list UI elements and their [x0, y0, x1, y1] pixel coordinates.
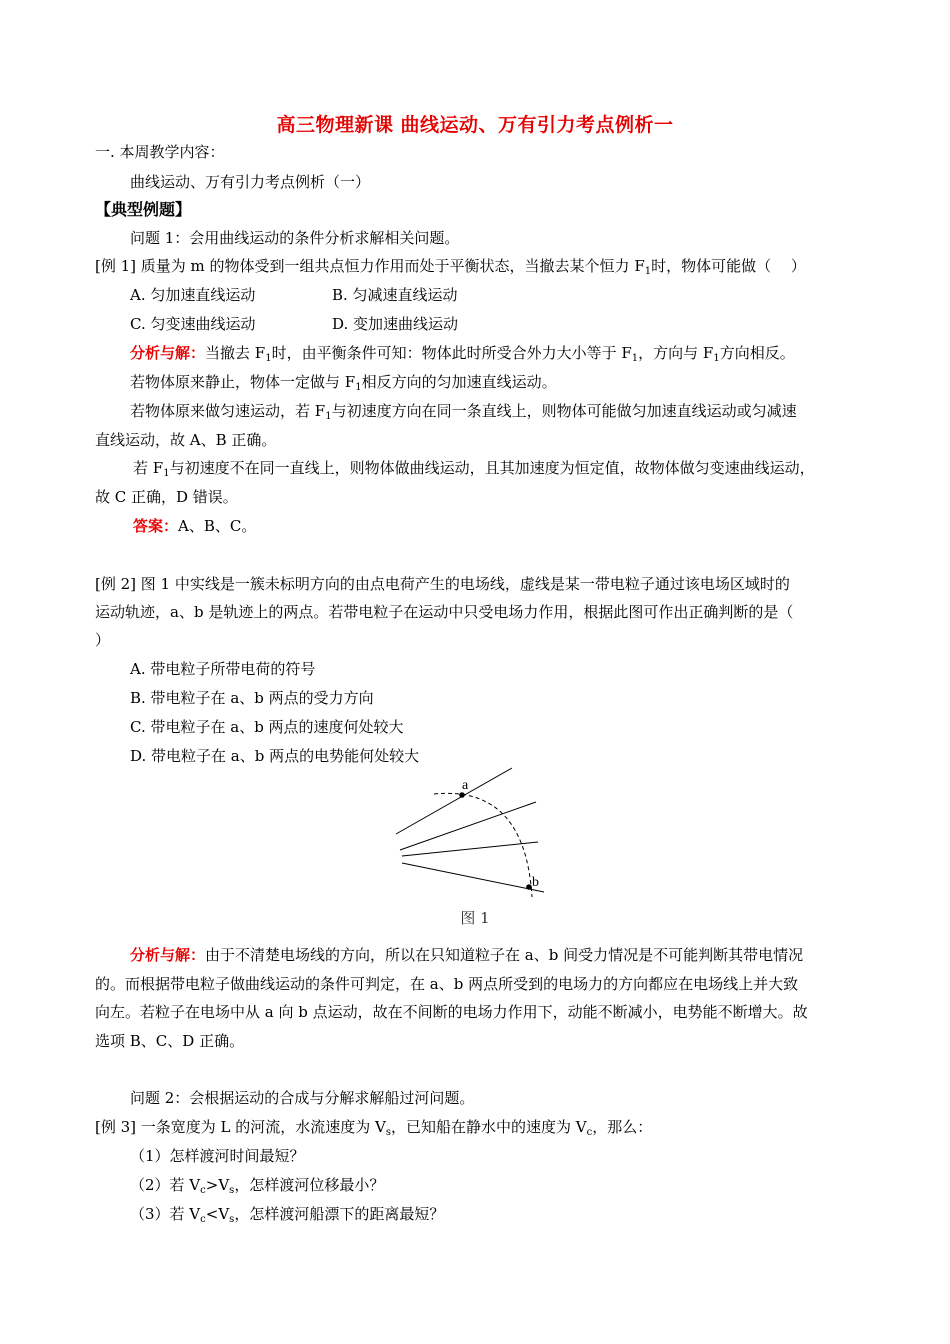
- subscript: 1: [631, 353, 639, 364]
- stem-text: [例 1] 质量为 m 的物体受到一组共点恒力作用而处于平衡状态，当撤去某个恒力 F: [95, 257, 645, 275]
- page-title: 高三物理新课 曲线运动、万有引力考点例析一: [276, 114, 674, 136]
- stem-text: ，已知船在静水中的速度为 V: [391, 1118, 587, 1136]
- subscript: 1: [163, 468, 170, 479]
- field-line-4: [402, 863, 544, 892]
- analysis-2-line-2: 的。而根据带电粒子做曲线运动的条件可判定，在 a、b 两点所受到的电场力的方向都应在电场线上并大致: [95, 975, 799, 993]
- analysis-1-line-6: 故 C 正确，D 错误。: [95, 488, 238, 506]
- analysis-2-line-3: 向左。若粒子在电场中从 a 向 b 点运动，故在不间断的电场力作用下，动能不断减小，电势能不断增大。故: [95, 1003, 808, 1021]
- item-text: （3）若 V: [130, 1205, 201, 1223]
- section-heading: 一. 本周教学内容：: [95, 143, 225, 161]
- item-text: <V: [205, 1205, 230, 1223]
- analysis-2-line-1: [130, 945, 803, 965]
- example-2-stem-2: 运动轨迹，a、b 是轨迹上的两点。若带电粒子在运动中只受电场力作用，根据此图可作出正确判断的是（: [95, 603, 794, 621]
- analysis-text: 当撤去 F: [205, 344, 266, 362]
- analysis-text: 与初速度方向在同一条直线上，则物体可能做匀加速直线运动或匀减速: [331, 402, 797, 420]
- option-d: D. 变加速曲线运动: [332, 315, 459, 333]
- subscript: 1: [355, 382, 362, 393]
- example-3-item-2: [130, 1175, 384, 1195]
- point-a-label: a: [462, 778, 469, 793]
- option-c: C. 匀变速曲线运动: [130, 315, 256, 333]
- subscript: s: [229, 1214, 235, 1225]
- subscript: s: [385, 1127, 392, 1138]
- analysis-label: 分析与解：: [130, 344, 206, 362]
- analysis-1-line-4: 直线运动，故 A、B 正确。: [95, 431, 277, 449]
- question-2-label: 问题 2：会根据运动的合成与分解求解船过河问题。: [130, 1089, 475, 1107]
- option-a: A. 匀加速直线运动: [130, 286, 256, 304]
- point-b-label: b: [532, 875, 539, 890]
- field-line-3: [402, 842, 538, 856]
- analysis-1-line-2: [130, 372, 557, 392]
- figure-caption: 图 1: [460, 909, 490, 927]
- option-b: B. 带电粒子在 a、b 两点的受力方向: [130, 689, 374, 707]
- answer-label: 答案：: [133, 517, 179, 535]
- option-c: C. 带电粒子在 a、b 两点的速度何处较大: [130, 718, 404, 736]
- subscript: c: [200, 1185, 206, 1196]
- subscript: s: [229, 1185, 235, 1196]
- option-a: A. 带电粒子所带电荷的符号: [130, 660, 316, 678]
- item-text: ，怎样渡河船漂下的距离最短？: [234, 1205, 445, 1223]
- analysis-text: 相反方向的匀加速直线运动。: [361, 373, 557, 391]
- subscript: 1: [325, 411, 332, 422]
- subscript: 1: [644, 266, 652, 277]
- analysis-1-line-3: [130, 401, 797, 421]
- analysis-2-line-4: 选项 B、C、D 正确。: [95, 1032, 245, 1050]
- field-line-1: [396, 768, 512, 834]
- option-d: D. 带电粒子在 a、b 两点的电势能何处较大: [130, 747, 420, 765]
- subscript: c: [586, 1127, 593, 1138]
- analysis-text: 若 F: [133, 459, 164, 477]
- analysis-text: 若物体原来静止，物体一定做与 F: [130, 373, 356, 391]
- example-3-stem: [95, 1117, 652, 1137]
- item-text: ，怎样渡河位移最小？: [234, 1176, 385, 1194]
- answer-text: A、B、C。: [178, 517, 257, 535]
- subscript: 1: [265, 353, 272, 364]
- stem-text: 时，物体可能做（ ）: [651, 257, 806, 275]
- item-text: （2）若 V: [130, 1176, 201, 1194]
- question-1-label: 问题 1：会用曲线运动的条件分析求解相关问题。: [130, 229, 460, 247]
- point-a-dot: [459, 792, 465, 798]
- example-1-stem: [95, 256, 806, 276]
- section-content: 曲线运动、万有引力考点例析（一）: [130, 173, 371, 191]
- stem-text: [例 3] 一条宽度为 L 的河流，水流速度为 V: [95, 1118, 386, 1136]
- analysis-1-line-5: [133, 458, 815, 478]
- analysis-text: 时，由平衡条件可知：物体此时所受合外力大小等于 F: [271, 344, 632, 362]
- typical-heading: 【典型例题】: [95, 200, 192, 219]
- analysis-text: 方向相反。: [719, 344, 795, 362]
- example-2-stem-1: [例 2] 图 1 中实线是一簇未标明方向的由点电荷产生的电场线，虚线是某一带电粒子通过该电场区域时的: [95, 575, 790, 593]
- analysis-text: 若物体原来做匀速运动，若 F: [130, 402, 326, 420]
- analysis-text: 由于不清楚电场线的方向，所以在只知道粒子在 a、b 间受力情况是不可能判断其带电情况: [205, 946, 804, 964]
- example-3-item-1: （1）怎样渡河时间最短？: [130, 1147, 305, 1165]
- option-b: B. 匀减速直线运动: [332, 286, 458, 304]
- example-2-stem-3: ）: [95, 631, 111, 649]
- item-text: >V: [205, 1176, 230, 1194]
- field-line-2: [400, 802, 536, 850]
- subscript: c: [200, 1214, 206, 1225]
- analysis-text: ，方向与 F: [638, 344, 714, 362]
- point-b-dot: [526, 884, 532, 890]
- analysis-label: 分析与解：: [130, 946, 206, 964]
- answer-1: [133, 516, 256, 536]
- analysis-1-line-1: [130, 343, 795, 363]
- stem-text: ，那么：: [592, 1118, 653, 1136]
- analysis-text: 与初速度不在同一直线上，则物体做曲线运动，且其加速度为恒定值，故物体做匀变速曲线运动，: [169, 459, 815, 477]
- electric-field-figure: [390, 760, 560, 900]
- example-3-item-3: [130, 1204, 444, 1224]
- subscript: 1: [713, 353, 720, 364]
